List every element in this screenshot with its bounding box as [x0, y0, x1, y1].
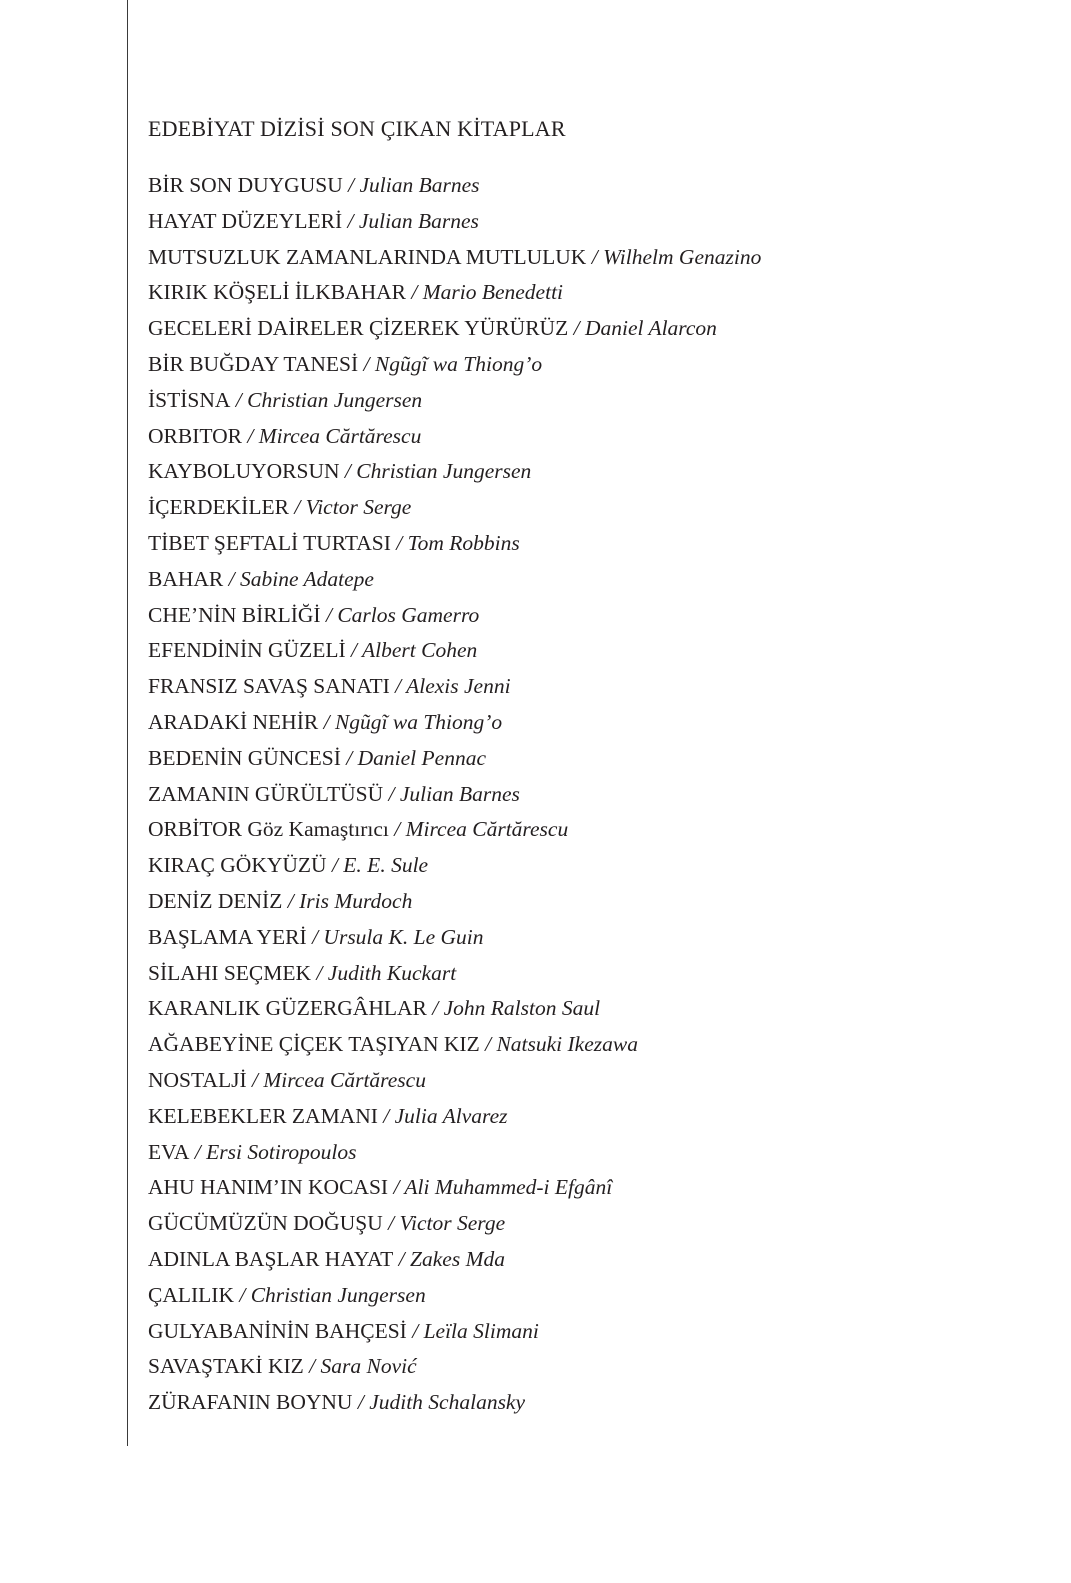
book-title: MUTSUZLUK ZAMANLARINDA MUTLULUK	[148, 244, 587, 269]
book-title: GECELERİ DAİRELER ÇİZEREK YÜRÜRÜZ	[148, 316, 569, 341]
book-title: GULYABANİNİN BAHÇESİ	[148, 1318, 407, 1343]
list-item	[148, 1242, 1048, 1278]
book-title: BAHAR	[148, 566, 224, 591]
title-author-separator: /	[388, 1175, 405, 1200]
book-author: Christian Jungersen	[247, 387, 423, 412]
book-author: Carlos Gamerro	[337, 602, 480, 627]
book-title: KAYBOLUYORSUN	[148, 459, 340, 484]
book-author: Christian Jungersen	[356, 459, 532, 484]
title-author-separator: /	[388, 817, 406, 842]
book-title: ZÜRAFANIN BOYNU	[148, 1390, 353, 1415]
book-title: KELEBEKLER ZAMANI	[148, 1103, 378, 1128]
book-title: ORBITOR	[148, 423, 242, 448]
list-item	[148, 1278, 1048, 1314]
book-author: Leïla Slimani	[423, 1318, 539, 1343]
title-author-separator: /	[389, 674, 407, 699]
title-author-separator: /	[339, 459, 357, 484]
margin-rule	[127, 0, 128, 1446]
book-author: Mircea Cărtărescu	[258, 423, 422, 448]
list-item	[148, 240, 1048, 276]
book-title: EFENDİNİN GÜZELİ	[148, 638, 346, 663]
title-author-separator: /	[393, 1246, 411, 1271]
list-item	[148, 1314, 1048, 1350]
book-author: Julia Alvarez	[394, 1103, 508, 1128]
book-title: EVA	[148, 1139, 190, 1164]
list-item	[148, 454, 1048, 490]
book-title: BAŞLAMA YERİ	[148, 924, 307, 949]
book-title: KIRAÇ GÖKYÜZÜ	[148, 853, 327, 878]
title-author-separator: /	[342, 208, 359, 233]
book-author: Wilhelm Genazino	[603, 244, 762, 269]
book-title: HAYAT DÜZEYLERİ	[148, 208, 343, 233]
list-item	[148, 1027, 1048, 1063]
book-author: Ersi Sotiropoulos	[206, 1139, 357, 1164]
list-item	[148, 490, 1048, 526]
title-author-separator: /	[311, 960, 328, 985]
list-item	[148, 633, 1048, 669]
list-item	[148, 419, 1048, 455]
title-author-separator: /	[377, 1103, 395, 1128]
book-title: ARADAKİ NEHİR	[148, 709, 319, 734]
book-title: FRANSIZ SAVAŞ SANATI	[148, 674, 390, 699]
book-author: Julian Barnes	[399, 781, 520, 806]
list-item	[148, 168, 1048, 204]
list-item	[148, 848, 1048, 884]
list-item	[148, 1349, 1048, 1385]
title-author-separator: /	[345, 638, 362, 663]
book-list	[148, 168, 1048, 1421]
book-title: SİLAHI SEÇMEK	[148, 960, 312, 985]
book-title: GÜCÜMÜZÜN DOĞUŞU	[148, 1211, 383, 1236]
list-item	[148, 1170, 1048, 1206]
book-title: BİR BUĞDAY TANESİ	[148, 351, 359, 376]
book-title: SAVAŞTAKİ KIZ	[148, 1354, 304, 1379]
title-author-separator: /	[233, 1282, 251, 1307]
book-author: Alexis Jenni	[406, 674, 511, 699]
book-author: Zakes Mda	[410, 1246, 505, 1271]
book-author: Ngũgĩ wa Thiong’o	[374, 351, 543, 376]
list-item	[148, 705, 1048, 741]
list-item	[148, 1063, 1048, 1099]
list-item	[148, 1385, 1048, 1421]
title-author-separator: /	[426, 996, 444, 1021]
book-author: Victor Serge	[305, 495, 412, 520]
list-item	[148, 777, 1048, 813]
book-title: AHU HANIM’IN KOCASI	[148, 1175, 389, 1200]
list-item	[148, 1135, 1048, 1171]
title-author-separator: /	[282, 888, 300, 913]
title-author-separator: /	[340, 745, 358, 770]
title-author-separator: /	[318, 709, 335, 734]
title-author-separator: /	[358, 351, 375, 376]
book-title: ADINLA BAŞLAR HAYAT	[148, 1246, 394, 1271]
book-author: Sabine Adatepe	[240, 566, 374, 591]
title-author-separator: /	[288, 495, 306, 520]
page-heading: EDEBİYAT DİZİSİ SON ÇIKAN KİTAPLAR	[148, 116, 566, 141]
title-author-separator: /	[241, 423, 259, 448]
book-author: John Ralston Saul	[443, 996, 601, 1021]
book-author: Mircea Cărtărescu	[263, 1067, 426, 1092]
book-title: KIRIK KÖŞELİ İLKBAHAR	[148, 280, 406, 305]
list-item	[148, 598, 1048, 634]
book-author: Judith Kuckart	[327, 960, 457, 985]
book-author: Ali Muhammed-i Efgânî	[404, 1175, 613, 1200]
list-item	[148, 275, 1048, 311]
list-item	[148, 920, 1048, 956]
title-author-separator: /	[390, 530, 408, 555]
title-author-separator: /	[342, 173, 360, 197]
list-item	[148, 669, 1048, 705]
book-title: İÇERDEKİLER	[148, 495, 289, 520]
book-title: TİBET ŞEFTALİ TURTASI	[148, 530, 391, 555]
title-author-separator: /	[479, 1032, 497, 1057]
title-author-separator: /	[568, 316, 585, 341]
book-author: Sara Nović	[320, 1354, 417, 1379]
book-title: İSTİSNA	[148, 387, 231, 412]
list-item	[148, 956, 1048, 992]
book-author: Tom Robbins	[407, 530, 520, 555]
book-title: ÇALILIK	[148, 1282, 234, 1307]
title-author-separator: /	[303, 1354, 321, 1379]
list-item	[148, 991, 1048, 1027]
title-author-separator: /	[189, 1139, 207, 1164]
book-author: Iris Murdoch	[299, 888, 413, 913]
book-author: Daniel Alarcon	[584, 316, 717, 341]
book-author: Ursula K. Le Guin	[323, 924, 484, 949]
book-author: Mircea Cărtărescu	[405, 817, 569, 842]
list-item	[148, 562, 1048, 598]
book-author: Natsuki Ikezawa	[496, 1032, 638, 1057]
book-title: KARANLIK GÜZERGÂHLAR	[148, 996, 427, 1021]
title-author-separator: /	[382, 1211, 400, 1236]
book-title: CHE’NİN BİRLİĞİ	[148, 602, 321, 627]
list-item	[148, 347, 1048, 383]
title-author-separator: /	[306, 924, 324, 949]
book-author: Mario Benedetti	[422, 280, 564, 305]
title-author-separator: /	[246, 1067, 264, 1092]
book-author: Daniel Pennac	[357, 745, 487, 770]
list-item	[148, 1099, 1048, 1135]
title-author-separator: /	[326, 853, 344, 878]
title-author-separator: /	[230, 387, 248, 412]
book-author: Judith Schalansky	[369, 1390, 526, 1415]
title-author-separator: /	[320, 602, 338, 627]
title-author-separator: /	[586, 244, 604, 269]
book-author: Ngũgĩ wa Thiong’o	[334, 709, 503, 734]
list-item	[148, 1206, 1048, 1242]
book-title: BEDENİN GÜNCESİ	[148, 745, 341, 770]
book-author: Christian Jungersen	[250, 1282, 426, 1307]
list-item	[148, 383, 1048, 419]
page-content	[148, 114, 1048, 1421]
book-title: DENİZ DENİZ	[148, 888, 283, 913]
list-item	[148, 884, 1048, 920]
book-author: E. E. Sule	[343, 853, 429, 878]
title-author-separator: /	[406, 1318, 424, 1343]
book-author: Victor Serge	[399, 1211, 506, 1236]
book-author: Julian Barnes	[358, 208, 479, 233]
list-item	[148, 204, 1048, 240]
list-item	[148, 812, 1048, 848]
title-author-separator: /	[383, 781, 400, 806]
list-item	[148, 311, 1048, 347]
book-title: NOSTALJİ	[148, 1067, 247, 1092]
list-item	[148, 526, 1048, 562]
title-author-separator: /	[405, 280, 423, 305]
book-author: Albert Cohen	[361, 638, 478, 663]
book-author: Julian Barnes	[359, 173, 480, 197]
book-title: AĞABEYİNE ÇİÇEK TAŞIYAN KIZ	[148, 1032, 480, 1057]
book-title: ZAMANIN GÜRÜLTÜSÜ	[148, 781, 384, 806]
title-author-separator: /	[352, 1390, 370, 1415]
list-item	[148, 741, 1048, 777]
title-author-separator: /	[223, 566, 240, 591]
book-title: BİR SON DUYGUSU	[148, 173, 343, 197]
book-title: ORBİTOR Göz Kamaştırıcı	[148, 817, 389, 842]
